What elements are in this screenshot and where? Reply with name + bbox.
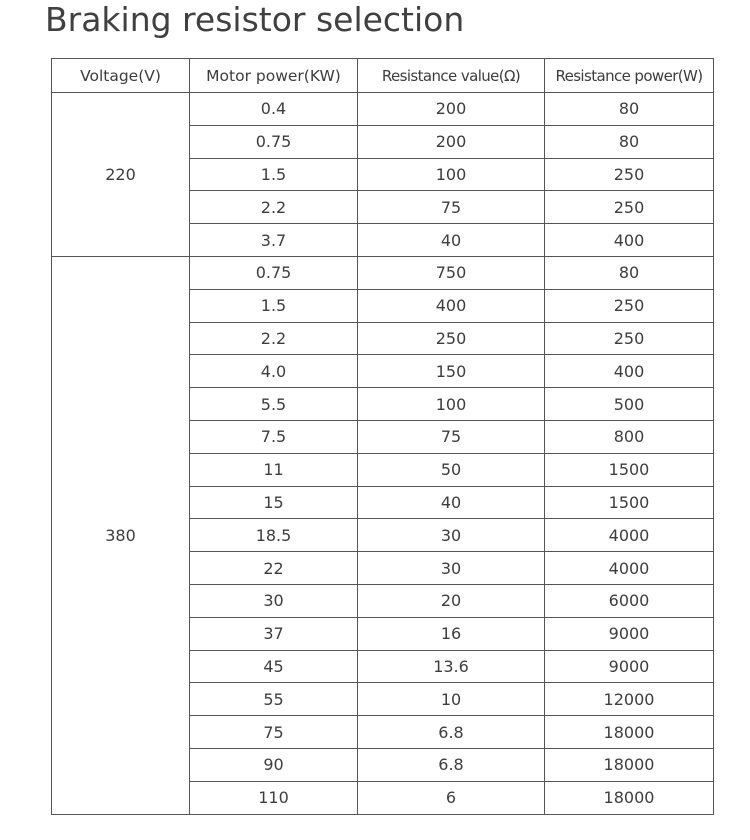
resistance-power-cell: 400 [545,355,714,388]
motor-power-cell: 5.5 [190,388,358,421]
motor-power-cell: 0.4 [190,93,358,126]
motor-power-cell: 22 [190,552,358,585]
motor-power-cell: 37 [190,617,358,650]
resistance-value-cell: 750 [358,256,545,289]
resistance-value-cell: 10 [358,683,545,716]
voltage-cell: 220 [52,93,190,257]
braking-resistor-table [51,58,714,815]
resistance-value-cell: 40 [358,224,545,257]
motor-power-cell: 7.5 [190,420,358,453]
header-resistance-value: Resistance value(Ω) [358,59,545,93]
motor-power-cell: 55 [190,683,358,716]
resistance-power-cell: 4000 [545,552,714,585]
motor-power-cell: 15 [190,486,358,519]
resistance-power-cell: 6000 [545,584,714,617]
resistance-power-cell: 250 [545,289,714,322]
resistance-value-cell: 40 [358,486,545,519]
resistance-value-cell: 150 [358,355,545,388]
resistance-value-cell: 200 [358,125,545,158]
resistance-power-cell: 18000 [545,781,714,814]
header-voltage: Voltage(V) [52,59,190,93]
motor-power-cell: 3.7 [190,224,358,257]
resistance-power-cell: 80 [545,93,714,126]
resistance-value-cell: 400 [358,289,545,322]
resistance-value-cell: 6 [358,781,545,814]
resistance-power-cell: 18000 [545,716,714,749]
resistance-power-cell: 250 [545,158,714,191]
resistance-power-cell: 9000 [545,650,714,683]
resistance-power-cell: 80 [545,256,714,289]
motor-power-cell: 2.2 [190,322,358,355]
resistance-power-cell: 800 [545,420,714,453]
motor-power-cell: 0.75 [190,125,358,158]
resistance-power-cell: 12000 [545,683,714,716]
motor-power-cell: 11 [190,453,358,486]
table-row [52,93,714,126]
motor-power-cell: 110 [190,781,358,814]
resistance-value-cell: 100 [358,158,545,191]
resistance-power-cell: 400 [545,224,714,257]
table-body [52,93,714,815]
resistance-power-cell: 500 [545,388,714,421]
resistance-value-cell: 250 [358,322,545,355]
resistance-value-cell: 50 [358,453,545,486]
resistance-value-cell: 75 [358,420,545,453]
motor-power-cell: 0.75 [190,256,358,289]
resistance-value-cell: 200 [358,93,545,126]
voltage-cell: 380 [52,256,190,814]
header-motor-power: Motor power(KW) [190,59,358,93]
header-resistance-power: Resistance power(W) [545,59,714,93]
resistance-value-cell: 100 [358,388,545,421]
resistance-value-cell: 30 [358,552,545,585]
resistance-value-cell: 6.8 [358,748,545,781]
motor-power-cell: 45 [190,650,358,683]
resistance-power-cell: 9000 [545,617,714,650]
motor-power-cell: 1.5 [190,289,358,322]
resistance-value-cell: 13.6 [358,650,545,683]
resistance-value-cell: 20 [358,584,545,617]
motor-power-cell: 90 [190,748,358,781]
resistance-value-cell: 16 [358,617,545,650]
motor-power-cell: 4.0 [190,355,358,388]
resistance-power-cell: 4000 [545,519,714,552]
table-header-row [52,59,714,93]
resistance-power-cell: 1500 [545,486,714,519]
table-row [52,256,714,289]
page-title: Braking resistor selection [45,0,465,39]
resistance-value-cell: 30 [358,519,545,552]
resistance-power-cell: 250 [545,322,714,355]
motor-power-cell: 18.5 [190,519,358,552]
resistance-power-cell: 18000 [545,748,714,781]
motor-power-cell: 30 [190,584,358,617]
resistance-power-cell: 250 [545,191,714,224]
motor-power-cell: 1.5 [190,158,358,191]
resistance-value-cell: 6.8 [358,716,545,749]
resistance-value-cell: 75 [358,191,545,224]
motor-power-cell: 75 [190,716,358,749]
resistance-power-cell: 1500 [545,453,714,486]
motor-power-cell: 2.2 [190,191,358,224]
resistance-power-cell: 80 [545,125,714,158]
